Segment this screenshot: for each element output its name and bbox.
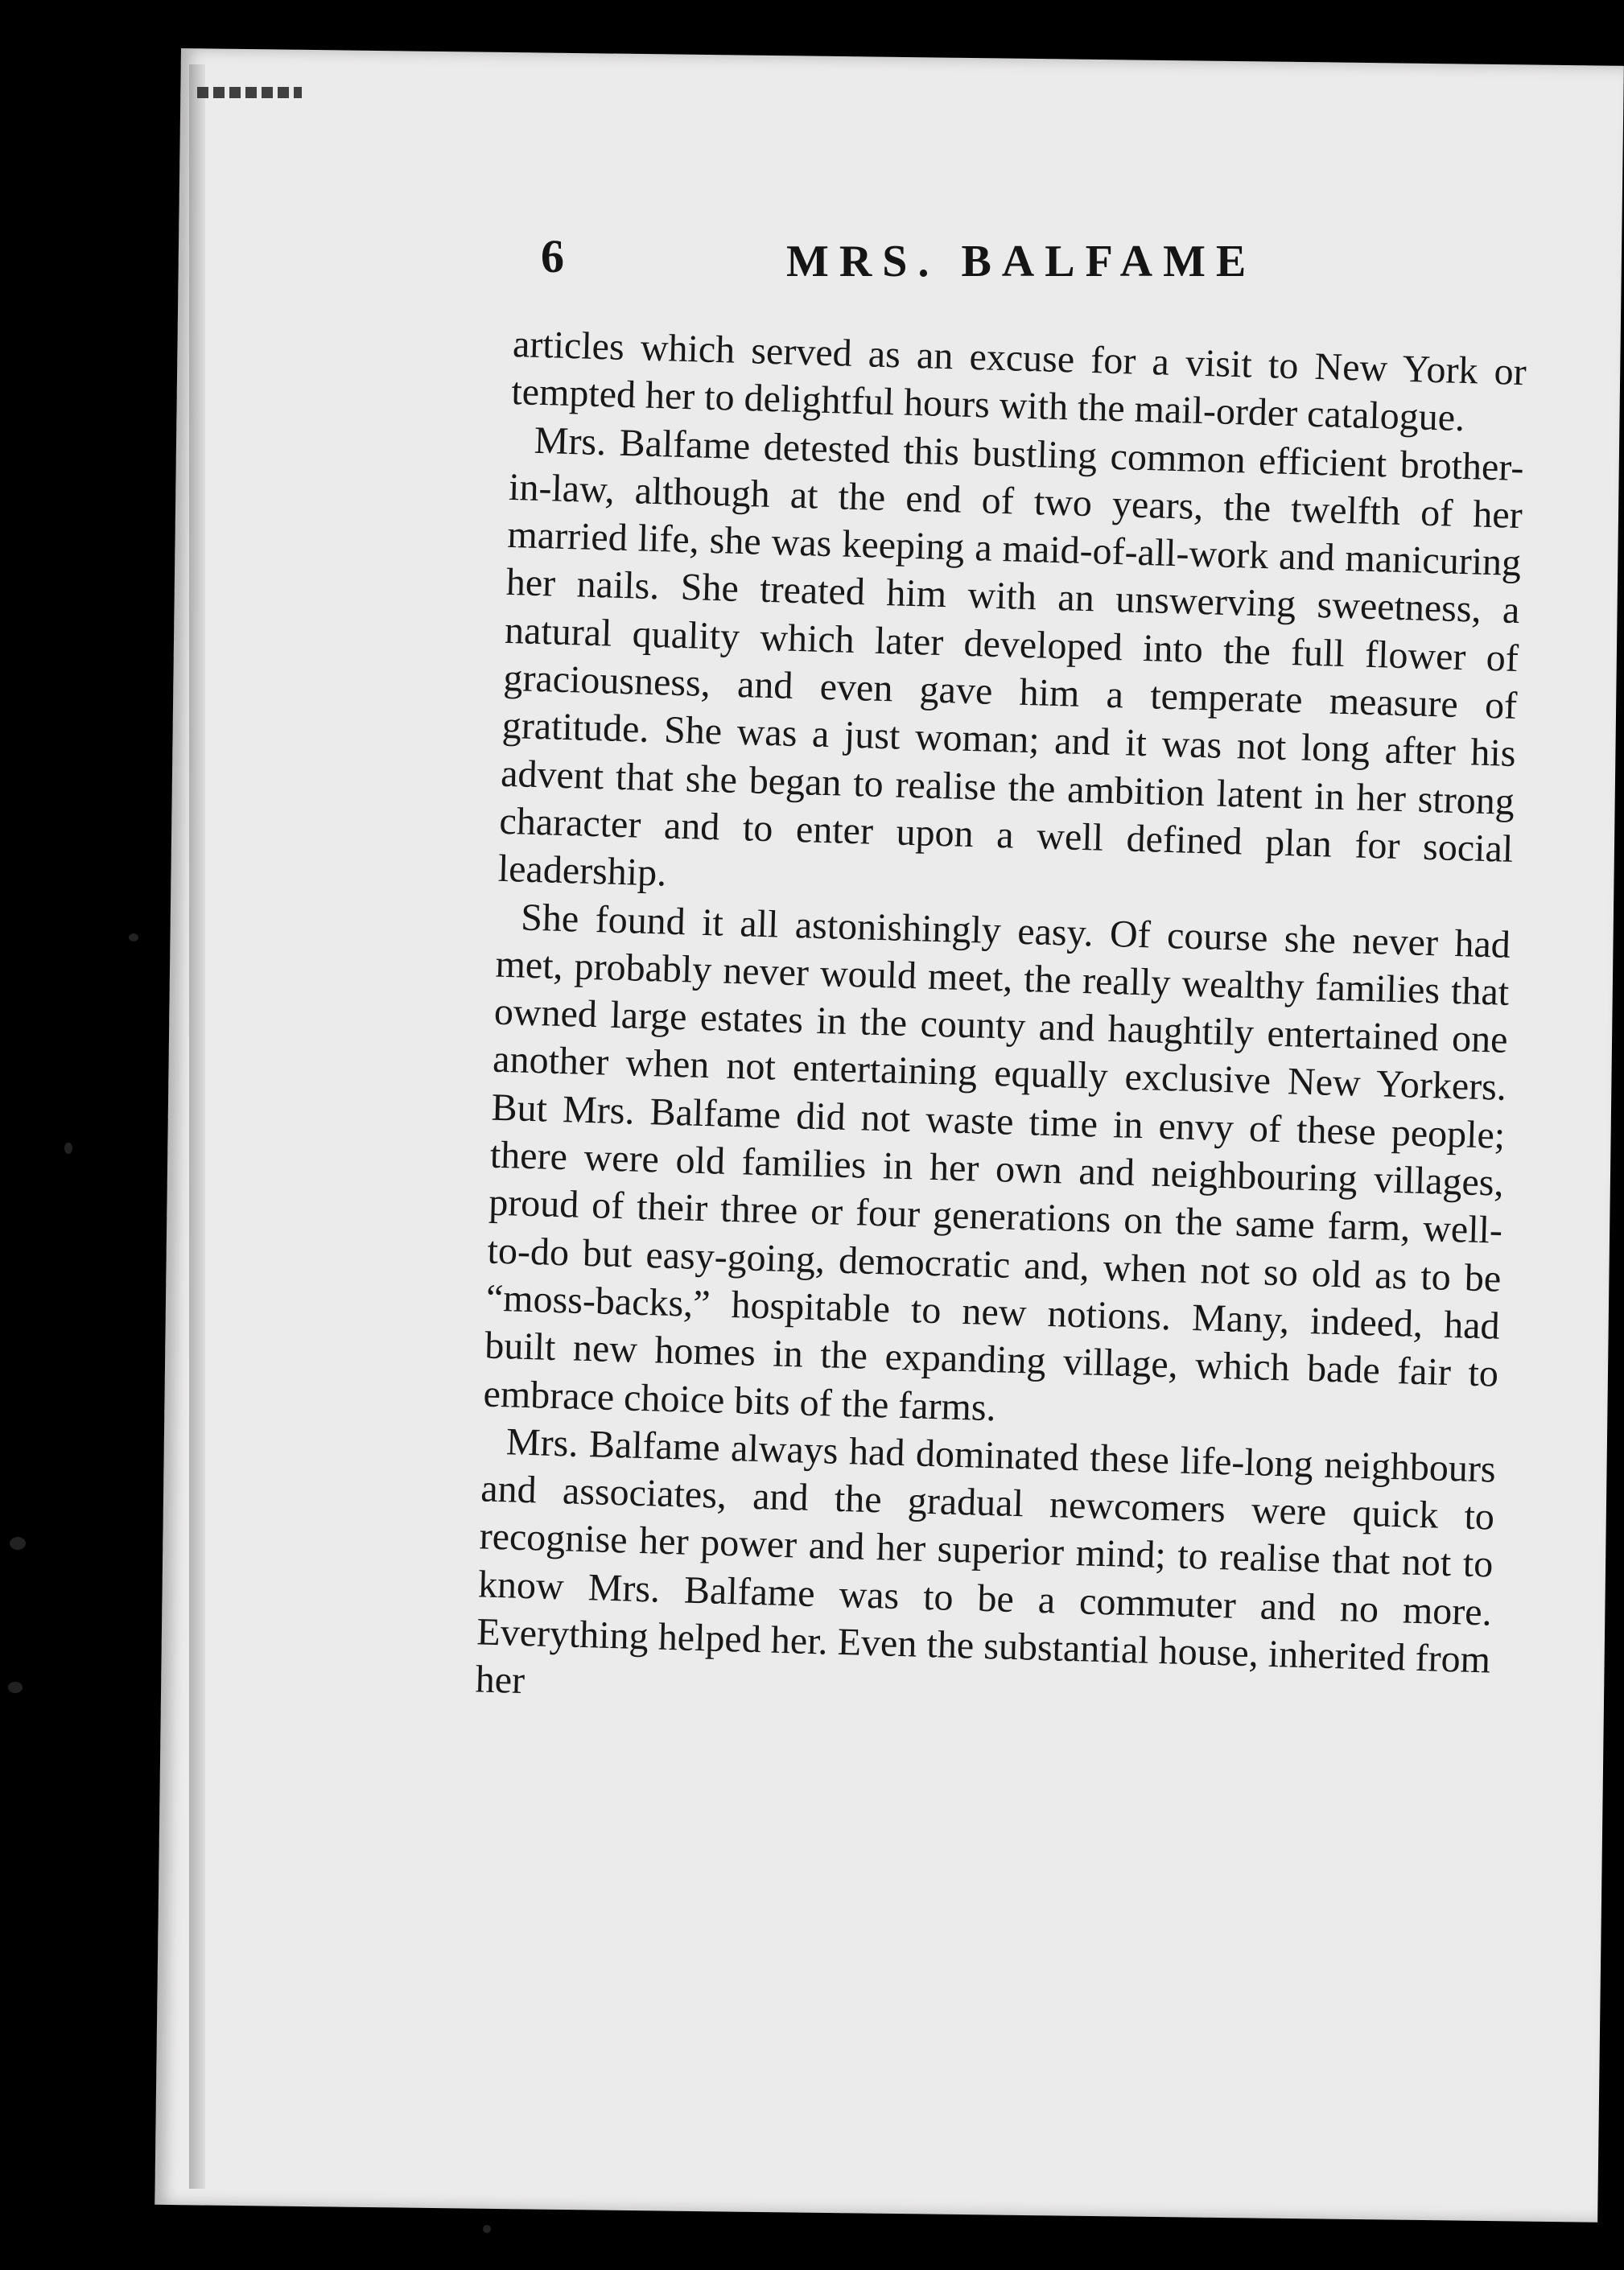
page-number: 6 bbox=[541, 230, 564, 282]
scan-speck bbox=[129, 933, 138, 941]
page-gutter-shadow bbox=[189, 64, 205, 2189]
paragraph-4: Mrs. Balfame always had dominated these life-long neighbours and associates, and the gradual newcomers were quick to recognise her power and her superior mind; to realise that not to know Mrs. Balfame was to be a commuter and no more. Everything helped her. Even the substantial house, inherited from her bbox=[475, 1420, 1497, 1703]
scan-speck bbox=[483, 2225, 491, 2233]
scan-speck bbox=[10, 1537, 26, 1550]
page-header bbox=[541, 229, 1305, 302]
scan-speck bbox=[8, 1682, 23, 1693]
running-title: MRS. BALFAME bbox=[786, 237, 1257, 286]
paragraph-3: She found it all astonishingly easy. Of course she never had met, probably never would meet, the really wealthy families that owned large estates in the county and haughtily entertained one another when not entertaining equally exclusive New Yorkers. But Mrs. Balfame did not waste time in envy of these people; there were old families in her own and neighbouring villages, proud of their three or four generations on the same farm, well-to-do but easy-going, democratic and, when not so old as to be “moss-backs,” hospitable to new notions. Many, indeed, had built new homes in the expanding village, which bade fair to embrace choice bits of the farms. bbox=[483, 896, 1511, 1429]
body-text bbox=[475, 320, 1527, 1732]
paragraph-2: Mrs. Balfame detested this bustling common efficient brother-in-law, although at the end of two years, the twelfth of her married life, she was keeping a maid-of-all-work and manicuring her nails. She treated him with an unswerving sweetness, a natural quality which later developed into the full flower of graciousness, and even gave him a temperate measure of gratitude. She was a just woman; and it was not long after his advent that she began to realise the ambition latent in her strong character and to enter upon a well defined plan for social leadership. bbox=[497, 418, 1525, 895]
scan-speck bbox=[64, 1143, 72, 1154]
paragraph-1: articles which served as an excuse for a visit to New York or tempted her to delightful hours with the mail-order catalogue. bbox=[510, 322, 1527, 440]
binding-mark bbox=[197, 87, 302, 98]
